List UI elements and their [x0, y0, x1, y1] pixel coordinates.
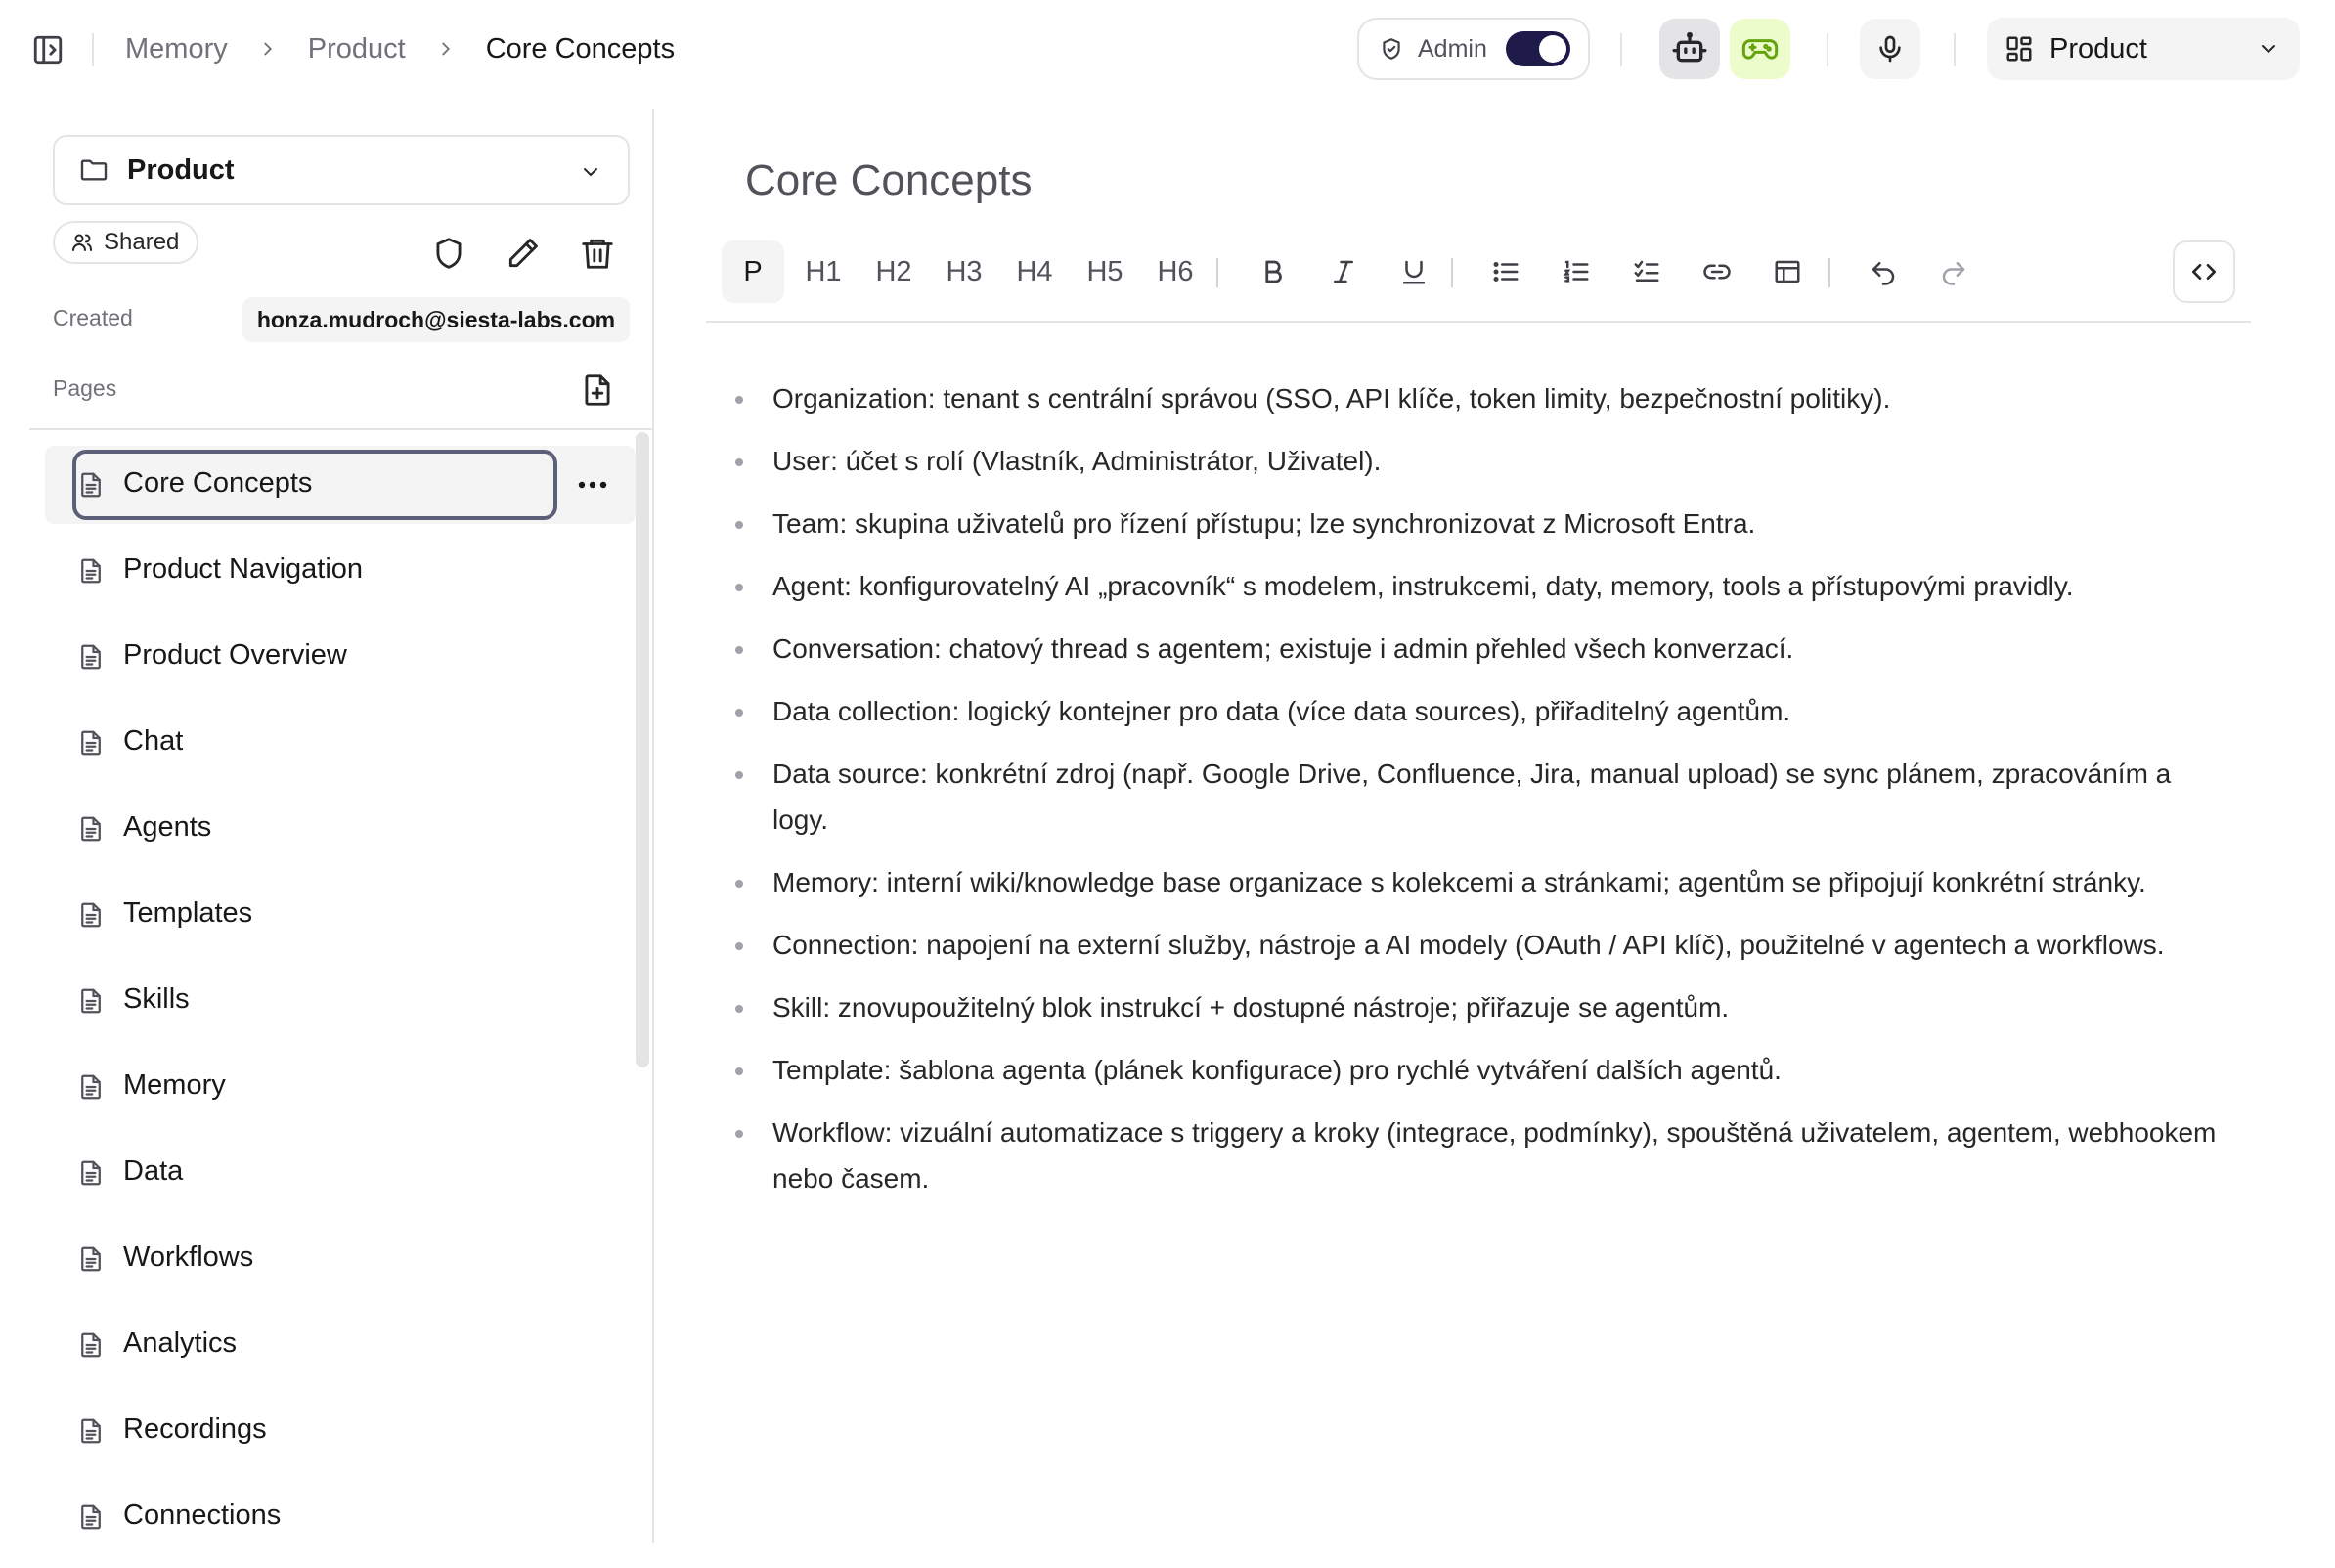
scrollbar[interactable]	[636, 432, 649, 1067]
document-title[interactable]: Core Concepts	[745, 156, 1033, 204]
list-item[interactable]: Team: skupina uživatelů pro řízení přístupu; lze synchronizovat z Microsoft Entra.	[733, 501, 2220, 546]
more-options-icon[interactable]	[573, 471, 612, 499]
document-icon	[76, 899, 106, 931]
list-item[interactable]: Agent: konfigurovatelný AI „pracovník“ s modelem, instrukcemi, daty, memory, tools a přístupovými pravidly.	[733, 563, 2220, 609]
list-item[interactable]: Data collection: logický kontejner pro data (více data sources), přiřaditelný agentům.	[733, 688, 2220, 734]
redo-icon	[1939, 257, 1968, 286]
trash-icon	[579, 235, 616, 272]
numbered-list-button[interactable]	[1549, 240, 1604, 303]
folder-icon	[78, 154, 110, 186]
divider	[706, 321, 2251, 323]
org-selector-label: Product	[2049, 32, 2147, 65]
list-item[interactable]: Connection: napojení na externí služby, nástroje a AI modely (OAuth / API klíč), použitelné v agentech a workflows.	[733, 922, 2220, 968]
chevron-right-icon	[435, 38, 457, 60]
divider	[1954, 33, 1956, 66]
document-icon	[76, 1157, 106, 1189]
page-item[interactable]	[45, 1392, 636, 1470]
layout-grid-icon	[2005, 34, 2034, 64]
document-icon	[76, 813, 106, 845]
page-item[interactable]	[45, 1306, 636, 1384]
list-item[interactable]: Conversation: chatový thread s agentem; existuje i admin přehled všech konverzací.	[733, 626, 2220, 672]
microphone-icon	[1874, 33, 1906, 65]
page-item[interactable]	[45, 618, 636, 696]
page-item-label: Chat	[123, 725, 184, 757]
page-item-label: Product Overview	[123, 639, 347, 671]
table-icon	[1773, 257, 1802, 286]
list-item[interactable]: Template: šablona agenta (plánek konfigurace) pro rychlé vytváření dalších agentů.	[733, 1047, 2220, 1093]
permissions-button[interactable]	[430, 235, 467, 272]
page-item[interactable]	[45, 1134, 636, 1212]
list-item[interactable]: Memory: interní wiki/knowledge base organizace s kolekcemi a stránkami; agentům se připojují konkrétní stránky.	[733, 859, 2220, 905]
divider	[92, 33, 94, 66]
document-icon	[76, 985, 106, 1017]
document-icon	[76, 1502, 106, 1533]
page-item-label: Templates	[123, 897, 253, 929]
link-button[interactable]	[1690, 240, 1744, 303]
breadcrumb-current: Core Concepts	[485, 32, 676, 65]
list-item[interactable]: Organization: tenant s centrální správou (SSO, API klíče, token limity, bezpečnostní politiky).	[733, 375, 2220, 421]
underline-icon	[1399, 257, 1429, 286]
undo-button[interactable]	[1856, 240, 1911, 303]
page-item[interactable]	[45, 532, 636, 610]
microphone-button[interactable]	[1860, 19, 1920, 79]
breadcrumb-item-memory[interactable]: Memory	[125, 32, 228, 65]
list-item[interactable]: User: účet s rolí (Vlastník, Administrátor, Uživatel).	[733, 438, 2220, 484]
document-icon	[76, 1071, 106, 1103]
code-view-button[interactable]	[2173, 240, 2235, 303]
users-icon	[70, 231, 94, 254]
page-item-label: Data	[123, 1155, 184, 1187]
bullet-list-button[interactable]	[1478, 240, 1533, 303]
document-icon	[76, 1416, 106, 1447]
document-icon	[76, 555, 106, 587]
page-item[interactable]	[45, 446, 636, 524]
delete-button[interactable]	[579, 235, 616, 272]
page-list	[45, 446, 636, 1543]
file-plus-icon	[579, 371, 616, 409]
page-item-label: Recordings	[123, 1414, 267, 1445]
underline-button[interactable]	[1387, 240, 1441, 303]
chevron-down-icon	[2257, 37, 2280, 61]
breadcrumb	[125, 25, 675, 72]
chevron-down-icon	[579, 160, 602, 184]
robot-button[interactable]	[1659, 19, 1720, 79]
document-icon	[76, 1329, 106, 1361]
pencil-icon	[505, 235, 542, 272]
link-icon	[1702, 257, 1732, 286]
page-item-label: Workflows	[123, 1241, 254, 1273]
block-type-h5[interactable]: H5	[1086, 255, 1123, 287]
shared-label: Shared	[104, 229, 180, 255]
list-item[interactable]: Skill: znovupoužitelný blok instrukcí + dostupné nástroje; přiřazuje se agentům.	[733, 984, 2220, 1030]
list-item[interactable]: Data source: konkrétní zdroj (např. Google Drive, Confluence, Jira, manual upload) se sync plánem, zpracováním a logy.	[733, 751, 2220, 843]
collection-selector[interactable]	[53, 135, 630, 205]
list-item[interactable]: Workflow: vizuální automatizace s triggery a kroky (integrace, podmínky), spouštěná uživatelem, agentem, webhookem nebo časem.	[733, 1110, 2220, 1201]
page-item[interactable]	[45, 790, 636, 868]
gamepad-button[interactable]	[1730, 19, 1790, 79]
page-item[interactable]	[45, 704, 636, 782]
redo-button[interactable]	[1926, 240, 1981, 303]
robot-icon	[1670, 29, 1709, 68]
created-label: Created	[53, 305, 133, 330]
collection-label: Product	[127, 153, 235, 186]
document-content[interactable]	[733, 375, 2220, 1218]
block-type-h3[interactable]: H3	[946, 255, 983, 287]
page-item[interactable]	[45, 1220, 636, 1298]
code-view-icon	[2188, 256, 2220, 287]
gamepad-icon	[1740, 29, 1780, 68]
divider	[1620, 33, 1622, 66]
edit-button[interactable]	[505, 235, 542, 272]
toolbar-separator	[1828, 258, 1830, 287]
table-button[interactable]	[1760, 240, 1815, 303]
page-item[interactable]	[45, 1048, 636, 1126]
page-item[interactable]	[45, 876, 636, 954]
italic-button[interactable]	[1316, 240, 1371, 303]
block-type-h4[interactable]: H4	[1016, 255, 1053, 287]
created-by-value: honza.mudroch@siesta-labs.com	[242, 297, 630, 342]
admin-toggle[interactable]	[1357, 18, 1590, 80]
switch-knob	[1539, 35, 1566, 63]
admin-switch[interactable]	[1506, 31, 1570, 66]
page-item-label: Agents	[123, 811, 212, 843]
block-type-h1[interactable]: H1	[805, 255, 842, 287]
shield-icon	[430, 235, 467, 272]
checklist-button[interactable]	[1619, 240, 1674, 303]
document-icon	[76, 1243, 106, 1275]
top-bar	[0, 0, 2335, 98]
numbered-list-icon	[1562, 257, 1591, 286]
page-item-label: Analytics	[123, 1328, 238, 1359]
block-type-p[interactable]: P	[722, 240, 784, 303]
editor-toolbar	[706, 240, 2251, 323]
italic-icon	[1329, 257, 1358, 286]
toolbar-separator	[1216, 258, 1218, 287]
shared-badge[interactable]	[53, 221, 198, 264]
bullet-list-icon	[1491, 257, 1520, 286]
page-item-label: Product Navigation	[123, 553, 364, 585]
pages-label: Pages	[53, 375, 117, 401]
undo-icon	[1869, 257, 1898, 286]
document-icon	[76, 469, 106, 501]
divider	[652, 109, 654, 1543]
block-type-h6[interactable]: H6	[1157, 255, 1194, 287]
page-item-label: Connections	[123, 1500, 282, 1531]
bold-icon	[1258, 257, 1288, 286]
toolbar-separator	[1451, 258, 1453, 287]
divider	[1827, 33, 1828, 66]
divider	[29, 428, 652, 430]
page-item-label: Memory	[123, 1069, 226, 1101]
sidebar-toggle-icon[interactable]	[31, 33, 65, 66]
bold-button[interactable]	[1246, 240, 1300, 303]
admin-label: Admin	[1418, 34, 1487, 63]
block-type-h2[interactable]: H2	[875, 255, 912, 287]
page-item[interactable]	[45, 1478, 636, 1543]
org-selector[interactable]	[1987, 18, 2300, 80]
document-icon	[76, 727, 106, 759]
page-item-label: Skills	[123, 983, 190, 1015]
page-item[interactable]	[45, 962, 636, 1040]
page-item-label: Core Concepts	[123, 467, 313, 499]
chevron-right-icon	[257, 38, 279, 60]
checklist-icon	[1632, 257, 1661, 286]
breadcrumb-item-product[interactable]: Product	[307, 32, 406, 65]
shield-check-icon	[1379, 36, 1404, 62]
add-page-button[interactable]	[579, 371, 616, 409]
document-icon	[76, 641, 106, 673]
